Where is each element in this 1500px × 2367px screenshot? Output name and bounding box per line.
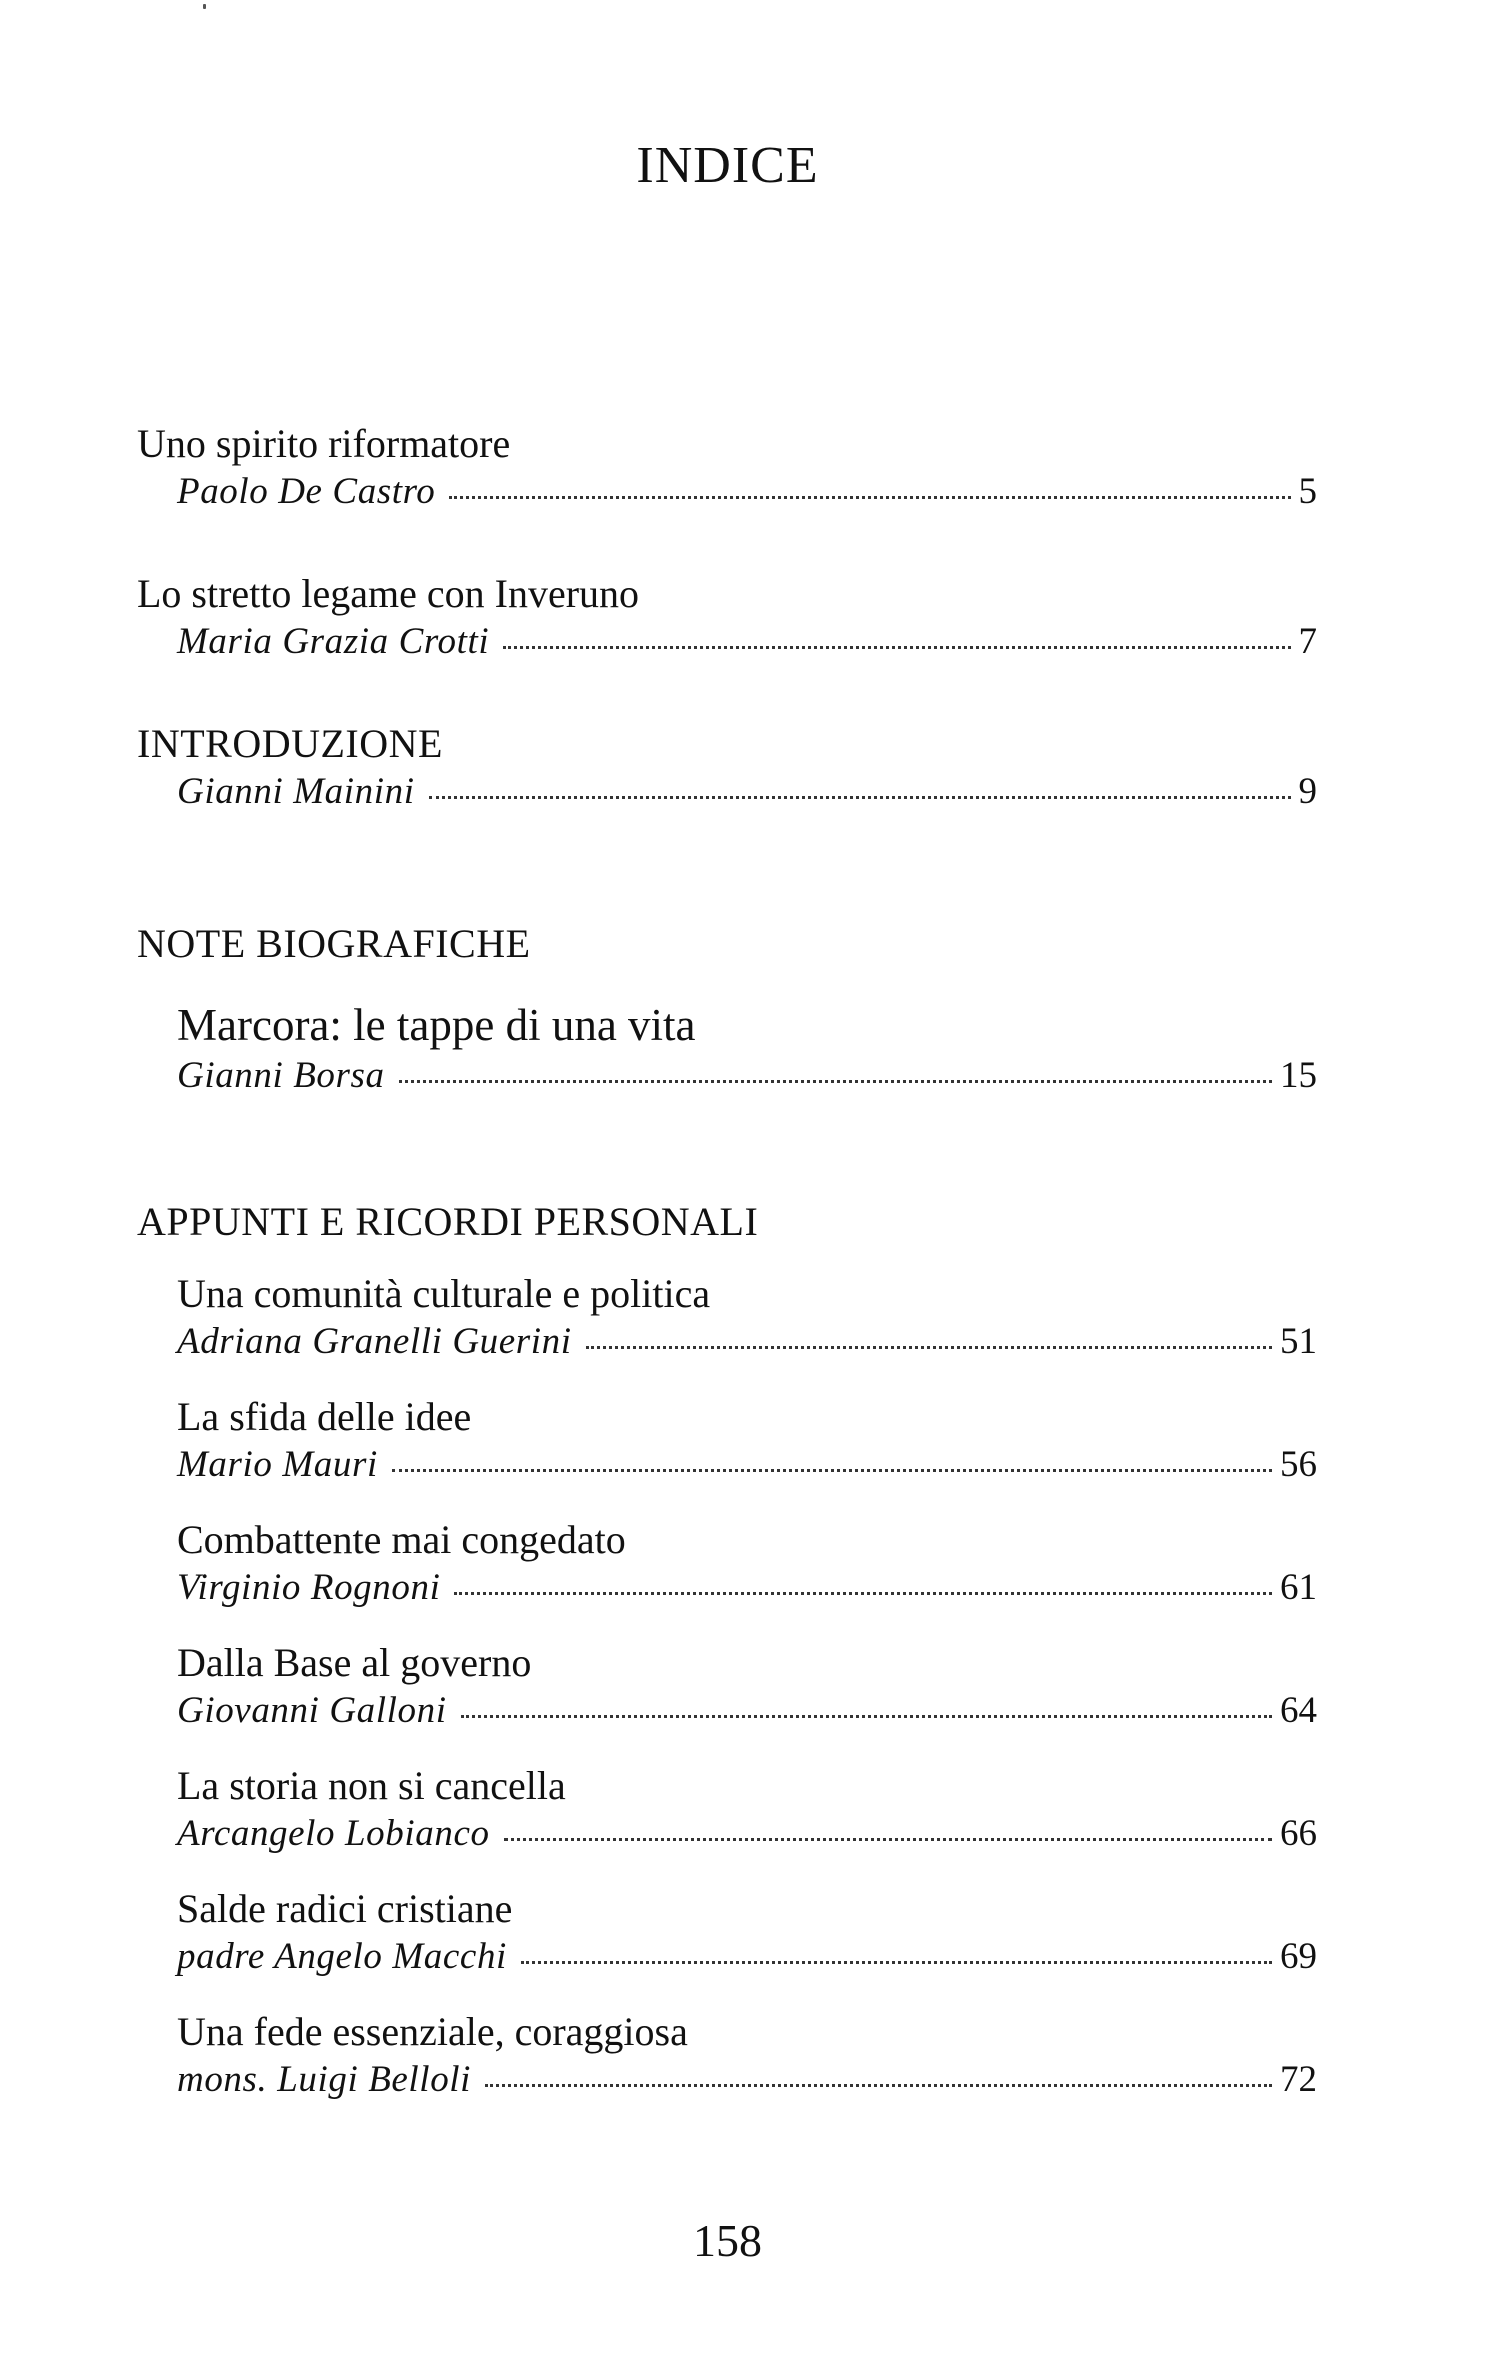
entry-page: 61 — [1280, 1567, 1317, 1608]
entry-page: 66 — [1280, 1813, 1317, 1854]
entry-title: La storia non si cancella — [177, 1763, 566, 1808]
entry-title: Dalla Base al governo — [177, 1640, 532, 1685]
entry-page: 69 — [1280, 1936, 1317, 1977]
author-line — [177, 1566, 1317, 1610]
toc-entry — [177, 1516, 1317, 1610]
entry-page: 9 — [1298, 771, 1317, 812]
entry-page: 5 — [1298, 471, 1317, 512]
author-line — [177, 1443, 1317, 1487]
author-line — [177, 1812, 1317, 1856]
toc-entry — [137, 570, 1317, 664]
entry-title: Lo stretto legame con Inveruno — [137, 571, 640, 616]
entry-page: 15 — [1280, 1055, 1317, 1096]
entry-title: La sfida delle idee — [177, 1394, 472, 1439]
author-line — [177, 1054, 1317, 1098]
dot-leader — [399, 1080, 1272, 1083]
entry-author: padre Angelo Macchi — [177, 1936, 507, 1977]
dot-leader — [521, 1961, 1272, 1964]
entry-page: 72 — [1280, 2059, 1317, 2100]
entry-page: 56 — [1280, 1444, 1317, 1485]
entry-title: Una comunità culturale e politica — [177, 1271, 711, 1316]
dot-leader — [503, 646, 1290, 649]
entry-title: Uno spirito riformatore — [137, 421, 511, 466]
author-line — [177, 1320, 1317, 1364]
toc-entry — [177, 2008, 1317, 2102]
entry-page: 64 — [1280, 1690, 1317, 1731]
dot-leader — [504, 1838, 1272, 1841]
dot-leader — [485, 2084, 1272, 2087]
scan-speck — [203, 4, 206, 9]
entry-author: Adriana Granelli Guerini — [177, 1321, 572, 1362]
toc-entry — [137, 720, 1317, 814]
entry-author: mons. Luigi Belloli — [177, 2059, 472, 2100]
toc-entry — [177, 998, 1317, 1098]
entry-page: 51 — [1280, 1321, 1317, 1362]
dot-leader — [461, 1715, 1272, 1718]
toc-entry — [137, 420, 1317, 514]
dot-leader — [454, 1592, 1272, 1595]
dot-leader — [586, 1346, 1272, 1349]
entry-author: Arcangelo Lobianco — [177, 1813, 490, 1854]
author-line — [177, 1935, 1317, 1979]
entry-title: INTRODUZIONE — [137, 721, 443, 766]
entry-author: Gianni Mainini — [177, 771, 415, 812]
entry-author: Maria Grazia Crotti — [177, 621, 490, 662]
page-number: 158 — [693, 2215, 762, 2266]
toc-entry — [177, 1393, 1317, 1487]
entry-author: Giovanni Galloni — [177, 1690, 447, 1731]
toc-entry — [177, 1885, 1317, 1979]
page-title: INDICE — [636, 137, 819, 194]
entry-page: 7 — [1298, 621, 1317, 662]
section-heading: NOTE BIOGRAFICHE — [137, 921, 531, 966]
dot-leader — [429, 796, 1291, 799]
toc-entry — [177, 1762, 1317, 1856]
author-line — [177, 770, 1317, 814]
author-line — [177, 620, 1317, 664]
toc-entry — [177, 1270, 1317, 1364]
entry-author: Virginio Rognoni — [177, 1567, 441, 1608]
section-heading: APPUNTI E RICORDI PERSONALI — [137, 1199, 759, 1244]
entry-author: Mario Mauri — [177, 1444, 378, 1485]
entry-title: Una fede essenziale, coraggiosa — [177, 2009, 688, 2054]
entry-author: Paolo De Castro — [177, 471, 436, 512]
toc-entry — [177, 1639, 1317, 1733]
entry-title: Marcora: le tappe di una vita — [177, 1000, 696, 1050]
author-line — [177, 1689, 1317, 1733]
author-line — [177, 470, 1317, 514]
author-line — [177, 2058, 1317, 2102]
dot-leader — [392, 1469, 1272, 1472]
dot-leader — [449, 496, 1290, 499]
entry-title: Salde radici cristiane — [177, 1886, 513, 1931]
entry-author: Gianni Borsa — [177, 1055, 385, 1096]
entry-title: Combattente mai congedato — [177, 1517, 626, 1562]
